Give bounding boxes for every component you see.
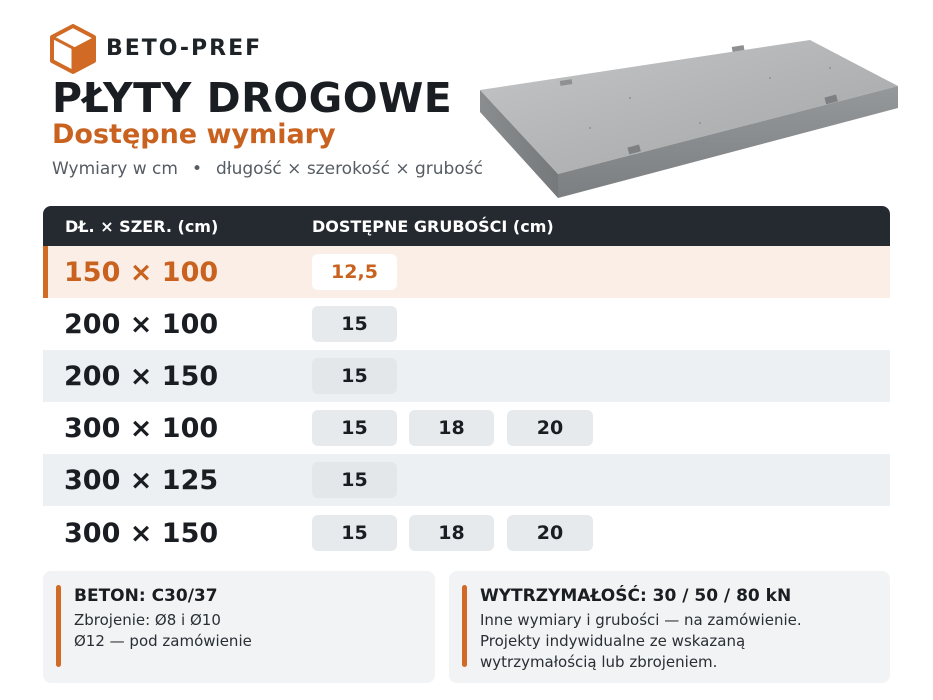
thickness-badge: 18	[409, 515, 494, 551]
reinforcement-line: Zbrojenie: Ø8 i Ø10	[74, 611, 221, 629]
table-row	[43, 350, 890, 402]
page-title: PŁYTY DROGOWE	[52, 74, 453, 122]
thickness-badge: 15	[312, 358, 397, 394]
units-formula: długość × szerokość × grubość	[215, 159, 483, 179]
size-label: 300 × 150	[64, 518, 219, 549]
thickness-badge: 15	[312, 462, 397, 498]
concrete-info-card	[43, 571, 435, 683]
size-label: 200 × 100	[64, 309, 219, 340]
strength-info-card	[449, 571, 890, 683]
strength-heading: WYTRZYMAŁOŚĆ: 30 / 50 / 80 kN	[480, 586, 792, 606]
strength-note: wytrzymałością lub zbrojeniem.	[480, 653, 718, 671]
reinforcement-line: Ø12 — pod zamówienie	[74, 632, 252, 650]
cube-logo-icon	[50, 24, 96, 74]
table-row	[43, 246, 890, 298]
table-row	[43, 454, 890, 506]
thickness-badge: 15	[312, 306, 397, 342]
page-subtitle: Dostępne wymiary	[52, 119, 336, 150]
table-row	[43, 507, 890, 559]
thickness-badge: 15	[312, 410, 397, 446]
thickness-badge: 12,5	[312, 254, 397, 290]
size-label: 300 × 125	[64, 465, 219, 496]
size-label: 200 × 150	[64, 361, 219, 392]
strength-note: Projekty indywidualne ze wskazaną	[480, 632, 746, 650]
strength-note: Inne wymiary i grubości — na zamówienie.	[480, 611, 802, 629]
brand-name: BETO-PREF	[106, 36, 263, 61]
column-header-size: DŁ. × SZER. (cm)	[65, 217, 219, 236]
size-label: 150 × 100	[64, 257, 219, 288]
thickness-badge: 18	[409, 410, 494, 446]
table-header	[43, 206, 890, 246]
row-highlight-marker	[43, 246, 48, 298]
units-note	[52, 159, 493, 179]
table-row	[43, 402, 890, 454]
card-accent-bar	[462, 585, 467, 667]
concrete-heading: BETON: C30/37	[74, 586, 218, 606]
units-prefix: Wymiary w cm	[52, 159, 178, 179]
concrete-slab-image	[470, 28, 910, 208]
table-row	[43, 298, 890, 350]
thickness-badge: 20	[507, 410, 593, 446]
size-label: 300 × 100	[64, 413, 219, 444]
units-separator: •	[191, 159, 202, 179]
column-header-thickness: DOSTĘPNE GRUBOŚCI (cm)	[312, 217, 554, 236]
thickness-badge: 15	[312, 515, 397, 551]
card-accent-bar	[56, 585, 61, 667]
thickness-badge: 20	[507, 515, 593, 551]
